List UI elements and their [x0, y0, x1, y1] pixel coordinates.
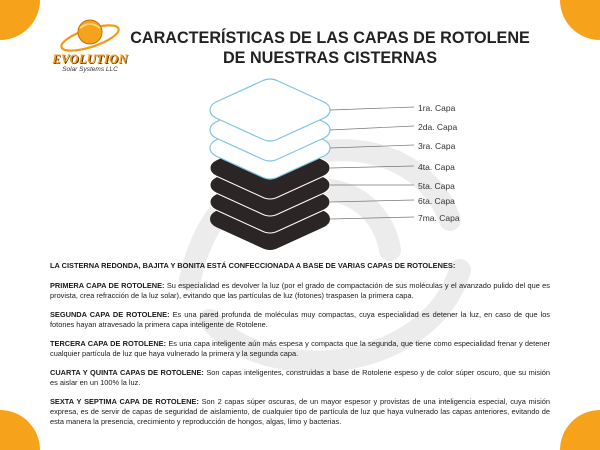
layer-6-label: 6ta. Capa	[418, 196, 455, 206]
section-1	[50, 281, 550, 301]
layer-2-leader	[330, 126, 414, 130]
corner-decoration-top-left	[0, 0, 40, 40]
layer-4-leader	[330, 166, 414, 168]
corner-decoration-bottom-left	[0, 410, 40, 450]
section-3	[50, 339, 550, 359]
page-title	[120, 28, 540, 68]
section-3-body: Es una capa inteligente aún más espesa y compacta que la segunda, que tiene como especialidad frenar y detener cualquier partícula de luz que haya vulnerado la primera y la segunda capa.	[50, 339, 550, 358]
layers-diagram	[200, 70, 480, 250]
corner-decoration-top-right	[560, 0, 600, 40]
layer-7-leader	[330, 217, 414, 219]
layers-stack-illustration	[200, 70, 480, 250]
layer-6-leader	[330, 200, 414, 202]
section-2-body: Es una pared profunda de moléculas muy compactas, cuya especialidad es detener la luz, en caso de que los fotones hayan atravesado la primera capa inteligente de Rotolene.	[50, 310, 550, 329]
section-2	[50, 310, 550, 330]
title-line-2: DE NUESTRAS CISTERNAS	[222, 49, 438, 67]
company-logo	[50, 12, 130, 74]
layer-7-label: 7ma. Capa	[418, 213, 460, 223]
section-5	[50, 397, 550, 427]
section-4-heading: CUARTA Y QUINTA CAPAS DE ROTOLENE:	[50, 368, 204, 377]
section-5-body: Son 2 capas súper oscuras, de un mayor espesor y provistas de una inteligencia especial, cuya misión expresa, es de servir de capas de seguridad de aislamiento, de cualquier tipo de partícula de luz que haya vulnerado las capas anteriores, evitando de esta manera la presencia, crecimiento y reproducción de hongos, algas, limo y bacterias.	[50, 397, 551, 426]
layer-1-leader	[330, 107, 414, 110]
layer-3-leader	[330, 145, 414, 148]
brand-name: EVOLUTION	[52, 52, 128, 66]
section-2-heading: SEGUNDA CAPA DE ROTOLENE:	[50, 310, 170, 319]
section-1-body: Su especialidad es devolver la luz (por el grado de compactación de sus moléculas y el avanzado pulido del que es provista, crea refracción de la luz solar), evitando que las partículas de luz (fotones) traspasen la primera capa.	[50, 281, 550, 300]
corner-decoration-bottom-right	[560, 410, 600, 450]
brand-subtitle: Solar Systems LLC	[62, 66, 118, 73]
layer-3-label: 3ra. Capa	[418, 141, 456, 151]
layer-4-label: 4ta. Capa	[418, 162, 455, 172]
layer-5-label: 5ta. Capa	[418, 181, 455, 191]
layer-1-label: 1ra. Capa	[418, 103, 456, 113]
section-1-heading: PRIMERA CAPA DE ROTOLENE:	[50, 281, 165, 290]
title-line-1: CARACTERÍSTICAS DE LAS CAPAS DE ROTOLENE	[130, 29, 530, 47]
intro-text: LA CISTERNA REDONDA, BAJITA Y BONITA ESTÁ CONFECCIONADA A BASE DE VARIAS CAPAS DE ROTOLENES:	[50, 261, 456, 270]
section-4-body: Son capas inteligentes, construidas a base de Rotolene espeso y de color súper oscuro, que su misión es aislar en un 100% la luz.	[50, 368, 550, 387]
sun-logo-icon	[50, 12, 130, 56]
section-3-heading: TERCERA CAPA DE ROTOLENE:	[50, 339, 167, 348]
description-section	[50, 261, 550, 436]
section-5-heading: SEXTA Y SEPTIMA CAPA DE ROTOLENE:	[50, 397, 199, 406]
layer-2-label: 2da. Capa	[418, 122, 458, 132]
section-4	[50, 368, 550, 388]
